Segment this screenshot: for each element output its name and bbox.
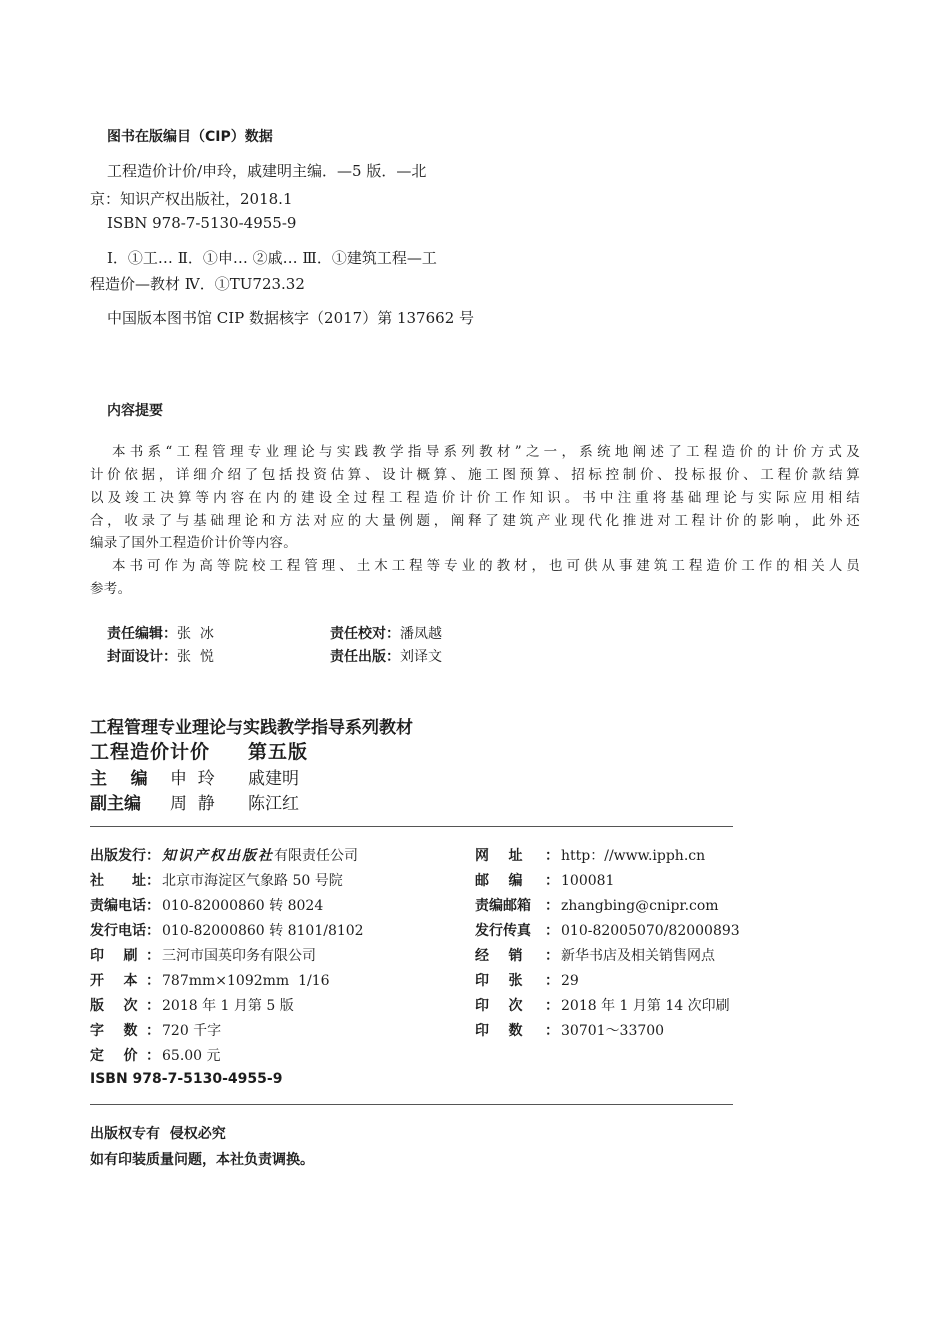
pub-row (475, 920, 740, 940)
pub-row (475, 1020, 664, 1040)
book-edition: 第五版 (248, 741, 309, 763)
pub-row (475, 870, 614, 890)
credit-value: 潘凤越 (400, 626, 442, 642)
assoc-editor-1: 周 静 (170, 794, 215, 814)
credit-label: 责任校对： (330, 626, 400, 642)
pub-colon: ： (146, 1048, 160, 1064)
pub-colon: ： (146, 873, 160, 889)
credit-value: 张 悦 (177, 649, 214, 665)
pub-key: 印 次 (475, 998, 523, 1014)
divider (90, 826, 733, 827)
chief-editor-2: 戚建明 (248, 769, 299, 789)
pub-row (90, 970, 330, 990)
divider (90, 1104, 733, 1105)
credit-value: 张 冰 (177, 626, 214, 642)
pub-colon: ： (146, 923, 160, 939)
pub-key: 邮 编 (475, 873, 523, 889)
cip-heading: 图书在版编目（CIP）数据 (107, 129, 273, 145)
pub-colon: ： (146, 973, 160, 989)
pub-key: 网 址 (475, 848, 523, 864)
pub-key: 印 刷 (90, 948, 138, 964)
cip-line: 京：知识产权出版社，2018.1 (90, 190, 293, 208)
pub-colon: ： (146, 848, 160, 864)
associate-editors (90, 789, 299, 814)
pub-key: 责编电话 (90, 898, 146, 914)
pub-value: 2018 年 1 月第 14 次印刷 (561, 998, 730, 1014)
pub-colon: ： (545, 923, 559, 939)
chief-editors (90, 764, 299, 789)
copyright-notice: 出版权专有 侵权必究 (90, 1126, 226, 1142)
cip-line: ISBN 978-7-5130-4955-9 (107, 214, 297, 232)
pub-row-publisher (90, 845, 358, 865)
summary-line: 参考。 (90, 581, 132, 597)
pub-key: 印 数 (475, 1023, 523, 1039)
pub-value: 100081 (561, 873, 615, 889)
pub-key: 经 销 (475, 948, 523, 964)
pub-value: 010-82005070/82000893 (561, 923, 740, 939)
pub-value: 30701～33700 (561, 1023, 665, 1039)
pub-colon: ： (545, 898, 559, 914)
pub-value: 29 (561, 973, 579, 989)
summary-line: 本书系“工程管理专业理论与实践教学指导系列教材”之一，系统地阐述了工程造价的计价方式及 (112, 444, 860, 460)
pub-row-price (90, 1045, 221, 1065)
pub-colon: ： (146, 898, 160, 914)
pub-key: 定 价 (90, 1048, 138, 1064)
summary-line: 编录了国外工程造价计价等内容。 (90, 535, 297, 551)
pub-key: 字 数 (90, 1023, 138, 1039)
pub-value: 720 千字 (162, 1023, 222, 1039)
pub-colon: ： (146, 998, 160, 1014)
pub-row (90, 920, 364, 940)
pub-value: 新华书店及相关销售网点 (561, 948, 715, 964)
chief-editor-label: 主 编 (90, 769, 148, 789)
pub-colon: ： (545, 848, 559, 864)
exchange-notice: 如有印装质量问题，本社负责调换。 (90, 1152, 314, 1168)
summary-line: 计价依据，详细介绍了包括投资估算、设计概算、施工图预算、招标控制价、投标报价、工程价款结算 (90, 467, 860, 483)
cip-line: 程造价—教材 Ⅳ．①TU723.32 (90, 275, 305, 293)
summary-line: 合，收录了与基础理论和方法对应的大量例题，阐释了建筑产业现代化推进对工程计价的影响，此外还 (90, 513, 860, 529)
assoc-editor-2: 陈江红 (248, 794, 299, 814)
cip-line: 中国版本图书馆 CIP 数据核字（2017）第 137662 号 (107, 309, 475, 327)
pub-key: 印 张 (475, 973, 523, 989)
pub-value: 010-82000860 转 8101/8102 (162, 923, 364, 939)
credit-label: 责任出版： (330, 649, 400, 665)
pub-colon: ： (146, 948, 160, 964)
publisher-logo-text: 知识产权出版社 (162, 848, 274, 864)
pub-key: 出版发行 (90, 848, 146, 864)
chief-editor-1: 申 玲 (170, 769, 215, 789)
credit-value: 刘译文 (400, 649, 442, 665)
pub-value: zhangbing@cnipr.com (561, 898, 719, 914)
pub-value: http：//www.ipph.cn (561, 848, 706, 864)
summary-heading: 内容提要 (107, 403, 163, 419)
pub-key: 责编邮箱 (475, 898, 531, 914)
isbn: ISBN 978-7-5130-4955-9 (90, 1071, 283, 1087)
credit-publishing (330, 646, 442, 666)
pub-value: 北京市海淀区气象路 50 号院 (162, 873, 343, 889)
pub-key: 社 址 (90, 873, 146, 889)
pub-key: 版 次 (90, 998, 138, 1014)
credit-editor (107, 623, 214, 643)
cip-line: 工程造价计价/申玲，戚建明主编．—5 版．—北 (107, 162, 427, 180)
pub-colon: ： (545, 948, 559, 964)
pub-key: 发行电话 (90, 923, 146, 939)
credit-proofreader (330, 623, 442, 643)
summary-line: 本书可作为高等院校工程管理、土木工程等专业的教材，也可供从事建筑工程造价工作的相关人员 (112, 558, 860, 574)
book-title: 工程造价计价 (90, 741, 211, 763)
pub-key: 发行传真 (475, 923, 531, 939)
pub-row-email (475, 895, 719, 915)
pub-row (90, 995, 294, 1015)
pub-colon: ： (545, 998, 559, 1014)
cip-line: Ⅰ．①工… Ⅱ．①申… ②戚… Ⅲ．①建筑工程—工 (107, 249, 437, 267)
pub-value: 有限责任公司 (274, 848, 358, 864)
pub-value: 787mm×1092mm 1/16 (162, 973, 330, 989)
pub-row (475, 970, 579, 990)
pub-value: 三河市国英印务有限公司 (162, 948, 316, 964)
pub-value: 010-82000860 转 8024 (162, 898, 324, 914)
credit-label: 责任编辑： (107, 626, 177, 642)
pub-row (90, 1020, 221, 1040)
pub-key: 开 本 (90, 973, 138, 989)
pub-value: 2018 年 1 月第 5 版 (162, 998, 294, 1014)
pub-colon: ： (146, 1023, 160, 1039)
assoc-editor-label: 副主编 (90, 794, 141, 814)
series-title: 工程管理专业理论与实践教学指导系列教材 (90, 718, 413, 738)
summary-line: 以及竣工决算等内容在内的建设全过程工程造价计价工作知识。书中注重将基础理论与实际应用相结 (90, 490, 860, 506)
pub-row (475, 995, 730, 1015)
pub-row-website (475, 845, 705, 865)
credit-label: 封面设计： (107, 649, 177, 665)
pub-colon: ： (545, 873, 559, 889)
pub-colon: ： (545, 1023, 559, 1039)
pub-row (475, 945, 715, 965)
pub-value: 65.00 元 (162, 1048, 221, 1064)
pub-colon: ： (545, 973, 559, 989)
credit-cover-design (107, 646, 214, 666)
pub-row (90, 895, 323, 915)
pub-row (90, 870, 343, 890)
pub-row (90, 945, 316, 965)
